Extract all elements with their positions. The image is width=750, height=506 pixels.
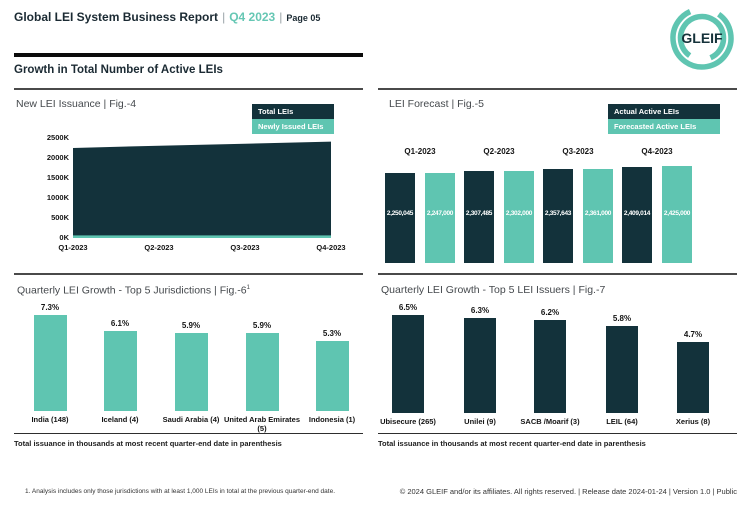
bar-percent-label: 5.9% (252, 321, 272, 331)
growth-bar (175, 333, 208, 411)
growth-bar (34, 315, 67, 411)
growth-bar (104, 331, 137, 411)
growth-bar (677, 342, 709, 413)
copyright-line: © 2024 GLEIF and/or its affiliates. All rights reserved. | Release date 2024-01-24 | Version 1.0 | Public (399, 487, 737, 496)
fig5-title: LEI Forecast | Fig.-5 (389, 98, 484, 110)
bar-percent-label: 7.3% (40, 303, 60, 312)
growth-bar (534, 320, 566, 414)
y-tick-label: 0K (59, 233, 69, 242)
x-axis-label: Q1-2023 (58, 243, 88, 252)
growth-bar (606, 326, 638, 413)
x-axis-label: Q3-2023 (230, 243, 260, 252)
forecast-bar (622, 167, 652, 263)
growth-bar (246, 333, 279, 411)
section-heading: Growth in Total Number of Active LEIs (14, 64, 223, 76)
bar-percent-label: 4.7% (683, 330, 703, 340)
fig4-title: New LEI Issuance | Fig.-4 (16, 98, 137, 110)
forecast-bar (464, 171, 494, 263)
bar-percent-label: 6.2% (540, 307, 560, 317)
bar-value-label: 2,361,000 (584, 209, 612, 217)
legend-item: Actual Active LEIs (608, 104, 720, 119)
report-header (14, 8, 320, 26)
bar-value-label: 2,425,000 (663, 210, 691, 217)
x-axis-label: Q4-2023 (316, 243, 346, 252)
bar-percent-label: 5.8% (612, 313, 632, 323)
header-separator: | (222, 10, 226, 24)
fig6-footnote: Total issuance in thousands at most recent quarter-end date in parenthesis (14, 439, 282, 448)
bar-percent-label: 5.9% (181, 321, 201, 331)
y-tick-label: 1000K (46, 193, 69, 202)
y-tick-label: 2500K (46, 133, 69, 142)
legend-item: Total LEIs (252, 104, 334, 119)
total-leis-area (73, 138, 331, 238)
panel-top5-lei-issuers (378, 273, 737, 459)
header-separator: | (279, 10, 283, 24)
panel-top5-jurisdictions (14, 273, 363, 459)
bar-category-label: Saudi Arabia (4) (162, 415, 220, 424)
x-axis-label: Q2-2023 (144, 243, 174, 252)
forecast-bar (543, 169, 573, 263)
growth-bar (392, 315, 424, 413)
bar-category-label: SACB /Moarif (3) (520, 417, 580, 426)
header-rule (14, 53, 363, 57)
bar-value-label: 2,250,045 (386, 210, 414, 217)
fig7-title: Quarterly LEI Growth - Top 5 LEI Issuers | Fig.-7 (381, 284, 606, 296)
quarter-label: Q1-2023 (404, 147, 436, 156)
bar-percent-label: 6.1% (110, 318, 130, 328)
y-tick-label: 1500K (46, 173, 69, 182)
fig4-area-chart (14, 90, 363, 268)
bar-category-label: Ubisecure (265) (380, 417, 436, 426)
gleif-logo (659, 3, 745, 73)
fig6-footer-rule (14, 433, 363, 434)
quarter-label: Q2-2023 (483, 147, 515, 156)
fig7-footnote: Total issuance in thousands at most recent quarter-end date in parenthesis (378, 439, 646, 448)
fig6-bar-chart (14, 275, 363, 459)
y-tick-label: 2000K (46, 153, 69, 162)
panel-lei-forecast (378, 88, 737, 268)
bar-category-label: Indonesia (1) (308, 415, 356, 424)
quarter-label: Q4-2023 (641, 147, 673, 156)
bar-category-label: LEIL (64) (606, 417, 638, 426)
bar-percent-label: 6.5% (398, 303, 418, 312)
forecast-bar (504, 171, 534, 263)
bar-value-label: 2,307,485 (465, 209, 493, 217)
fig5-bar-chart (378, 90, 737, 268)
page-number: Page 05 (286, 13, 321, 23)
fig7-footer-rule (378, 433, 737, 434)
legend-item: Forecasted Active LEIs (608, 119, 720, 134)
fig7-bar-chart (378, 275, 737, 459)
fig6-title-superscript: 1 (246, 284, 251, 291)
bar-value-label: 2,302,000 (505, 209, 533, 217)
report-period: Q4 2023 (229, 10, 276, 24)
logo-text: GLEIF (681, 30, 723, 46)
bar-value-label: 2,247,000 (426, 209, 454, 217)
bar-category-label: Xerius (8) (675, 417, 711, 426)
legend-item: Newly Issued LEIs (252, 119, 334, 134)
report-title: Global LEI System Business Report (14, 10, 219, 24)
panel-new-lei-issuance (14, 88, 363, 268)
bar-value-label: 2,357,643 (544, 209, 572, 217)
bar-percent-label: 6.3% (470, 306, 490, 315)
bar-category-label: Unilei (9) (464, 417, 496, 426)
bar-category-label: Iceland (4) (101, 415, 139, 424)
growth-bar (464, 318, 496, 413)
bar-category-label: India (148) (31, 415, 69, 424)
growth-bar (316, 341, 349, 411)
forecast-bar (385, 173, 415, 263)
analysis-footnote: 1. Analysis includes only those jurisdictions with at least 1,000 LEIs in total at the previous quarter-end date. (25, 488, 336, 495)
bar-value-label: 2,409,014 (623, 209, 651, 217)
bar-category-label: United Arab Emirates (5) (224, 415, 300, 433)
y-tick-label: 500K (51, 213, 69, 222)
forecast-bar (425, 173, 455, 263)
bar-percent-label: 5.3% (322, 329, 342, 339)
quarter-label: Q3-2023 (562, 147, 594, 156)
forecast-bar (583, 169, 613, 263)
fig6-title-text: Quarterly LEI Growth - Top 5 Jurisdictions | Fig.-6 (17, 284, 247, 297)
forecast-bar (662, 166, 692, 263)
